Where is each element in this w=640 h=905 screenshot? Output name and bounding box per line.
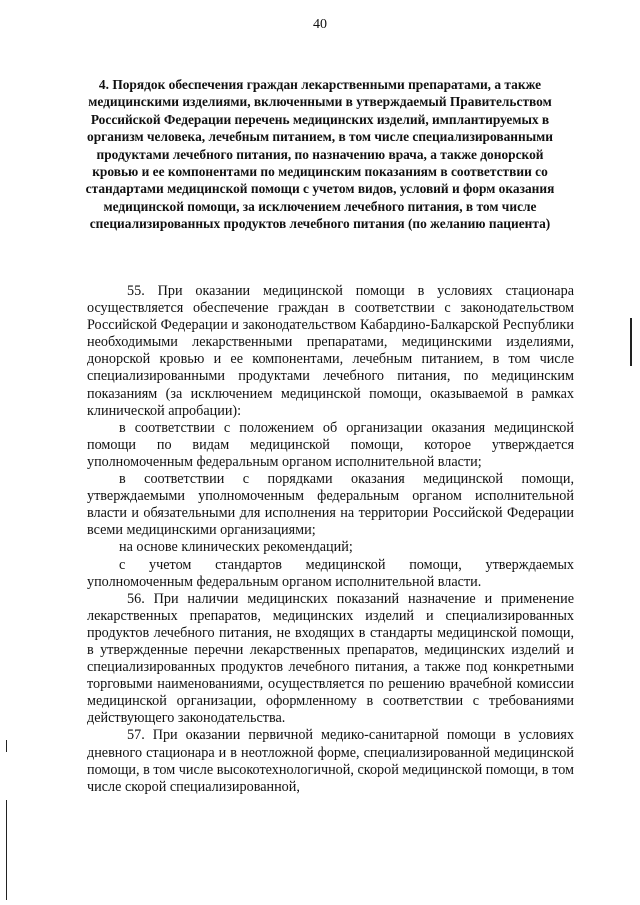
paragraph-57: 57. При оказании первичной медико-санитарной помощи в условиях дневного стационара и в неотложной форме, специализированной медицинской помощи, в том числе высокотехнологичной, скорой медицинской помощи, в том числе скорой специализированной,: [87, 727, 574, 795]
list-item-standards: с учетом стандартов медицинской помощи, утверждаемых уполномоченным федеральным органом исполнительной власти.: [87, 556, 574, 590]
page-number: 40: [313, 17, 327, 32]
section-heading: 4. Порядок обеспечения граждан лекарственными препаратами, а также медицинскими изделиями, включенными в утверждаемый Правительством Российской Федерации перечень медицинских изделий, имплантируемых в организм человека, лечебным питанием, в том числе специализированными продуктами лечебного питания, по назначению врача, а также донорской кровью и ее компонентами по медицинским показаниям в соответствии со стандартами медицинской помощи с учетом видов, условий и форм оказания медицинской помощи, за исключением лечебного питания, в том числе специализированных продуктов лечебного питания (по желанию пациента): [85, 77, 555, 232]
paragraph-55: 55. При оказании медицинской помощи в условиях стационара осуществляется обеспечение граждан в соответствии с законодательством Российской Федерации и законодательством Кабардино-Балкарской Республики необходимыми лекарственными препаратами, медицинскими изделиями, донорской кровью и ее компонентами, лечебным питанием, в том числе специализированными продуктами лечебного питания, по медицинским показаниям (за исключением медицинской помощи, оказываемой в рамках клинической апробации):: [87, 283, 574, 419]
left-margin-mark-1: [6, 740, 7, 752]
list-item-position: в соответствии с положением об организации оказания медицинской помощи по видам медицинской помощи, которое утверждается уполномоченным федеральным органом исполнительной власти;: [87, 419, 574, 470]
list-item-procedures: в соответствии с порядками оказания медицинской помощи, утверждаемыми уполномоченным федеральным органом исполнительной власти и обязательными для исполнения на территории Российской Федерации всеми медицинскими организациями;: [87, 471, 574, 539]
paragraph-56: 56. При наличии медицинских показаний назначение и применение лекарственных препаратов, медицинских изделий и специализированных продуктов лечебного питания, не входящих в стандарты медицинской помощи, в утвержденные перечни лекарственных препаратов, медицинских изделий и специализированных продуктов лечебного питания, а также под конкретными торговыми наименованиями, осуществляется по решению врачебной комиссии медицинской организации, оформленному в соответствии с требованиями действующего законодательства.: [87, 590, 574, 727]
body-text: [87, 283, 574, 796]
list-item-clinical-guidelines: на основе клинических рекомендаций;: [119, 539, 353, 556]
left-margin-mark-2: [6, 800, 7, 900]
right-margin-mark: [630, 318, 632, 366]
